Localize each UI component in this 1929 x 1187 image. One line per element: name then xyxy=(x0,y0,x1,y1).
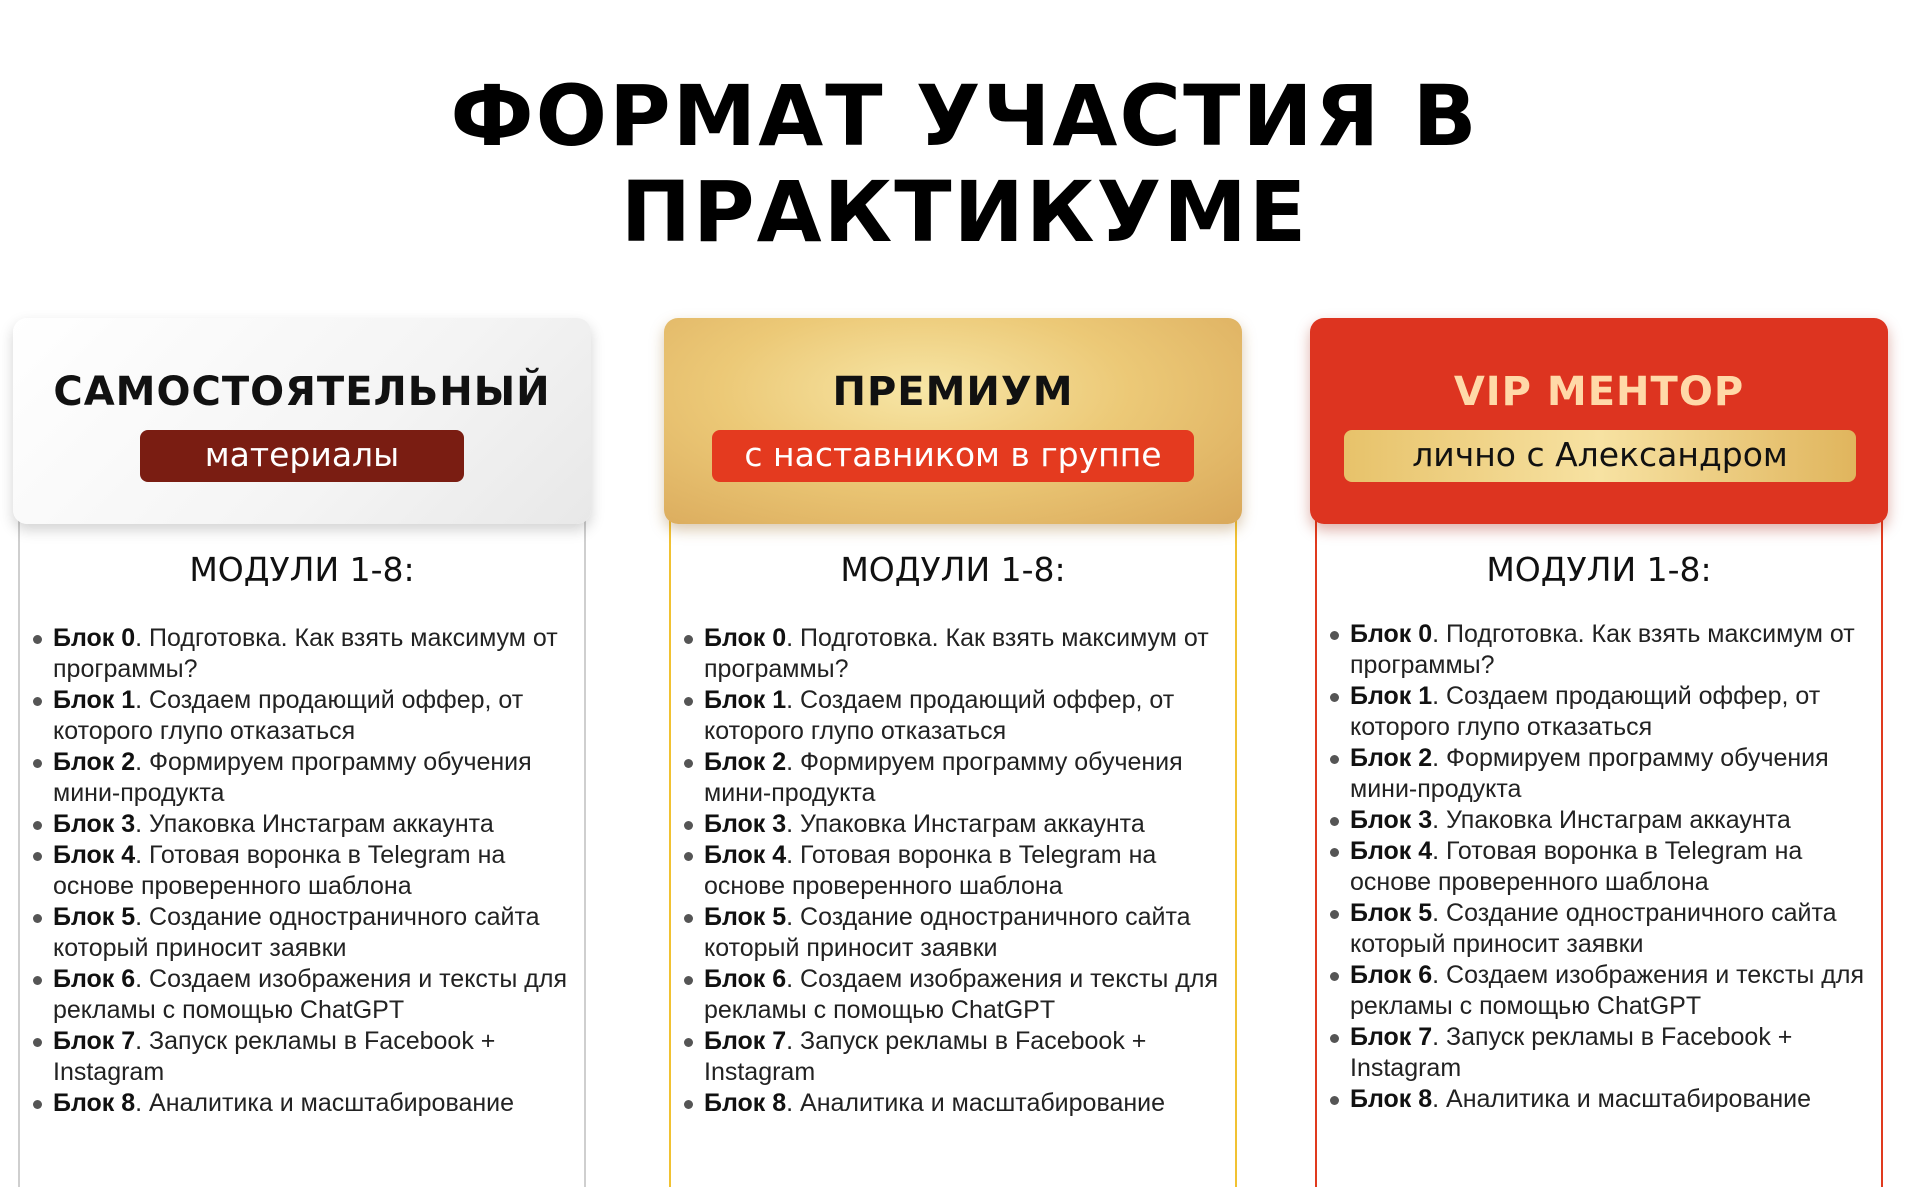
block-label: Блок 8 xyxy=(704,1089,787,1117)
block-label: Блок 5 xyxy=(1350,899,1433,927)
page-title-line-2: ПРАКТИКУМЕ xyxy=(620,163,1309,261)
block-text: . Запуск рекламы в Facebook + Instagram xyxy=(1350,1023,1793,1082)
list-item xyxy=(704,809,1234,840)
block-label: Блок 1 xyxy=(704,686,787,714)
modules-heading: МОДУЛИ 1-8: xyxy=(189,550,415,589)
block-text: . Формируем программу обучения мини-продукта xyxy=(53,748,532,807)
block-text: . Создаем изображения и тексты для рекламы с помощью ChatGPT xyxy=(1350,961,1865,1020)
block-text: . Упаковка Инстаграм аккаунта xyxy=(135,810,494,838)
list-item xyxy=(1350,805,1880,836)
plan-subtitle-badge: с наставником в группе xyxy=(712,430,1194,482)
block-label: Блок 7 xyxy=(704,1027,787,1055)
plan-name: САМОСТОЯТЕЛЬНЫЙ xyxy=(53,369,551,415)
blocks-list xyxy=(53,623,583,1119)
block-label: Блок 3 xyxy=(1350,806,1433,834)
block-text: . Подготовка. Как взять максимум от программы? xyxy=(1350,620,1855,679)
block-label: Блок 5 xyxy=(704,903,787,931)
block-label: Блок 4 xyxy=(53,841,136,869)
blocks-list xyxy=(704,623,1234,1119)
list-item xyxy=(704,685,1234,747)
block-text: . Аналитика и масштабирование xyxy=(1432,1085,1812,1113)
block-text: . Упаковка Инстаграм аккаунта xyxy=(1432,806,1791,834)
plan-card-vip xyxy=(1310,318,1888,1185)
block-label: Блок 0 xyxy=(704,624,787,652)
modules-heading: МОДУЛИ 1-8: xyxy=(1486,550,1712,589)
block-text: . Создаем продающий оффер, от которого глупо отказаться xyxy=(53,686,524,745)
block-text: . Создаем продающий оффер, от которого глупо отказаться xyxy=(1350,682,1821,741)
block-label: Блок 2 xyxy=(1350,744,1433,772)
block-label: Блок 4 xyxy=(1350,837,1433,865)
block-label: Блок 8 xyxy=(1350,1085,1433,1113)
list-item xyxy=(704,902,1234,964)
block-label: Блок 8 xyxy=(53,1089,136,1117)
block-label: Блок 4 xyxy=(704,841,787,869)
block-label: Блок 5 xyxy=(53,903,136,931)
plan-subtitle-badge: материалы xyxy=(140,430,464,482)
block-label: Блок 1 xyxy=(1350,682,1433,710)
list-item xyxy=(1350,1084,1880,1115)
list-item xyxy=(53,685,583,747)
block-label: Блок 2 xyxy=(53,748,136,776)
plan-subtitle-badge: лично с Александром xyxy=(1344,430,1856,482)
list-item xyxy=(53,840,583,902)
plan-card-header xyxy=(13,318,591,524)
list-item xyxy=(704,747,1234,809)
block-text: . Подготовка. Как взять максимум от программы? xyxy=(53,624,558,683)
list-item xyxy=(1350,836,1880,898)
block-text: . Готовая воронка в Telegram на основе проверенного шаблона xyxy=(1350,837,1803,896)
block-text: . Готовая воронка в Telegram на основе проверенного шаблона xyxy=(53,841,506,900)
block-label: Блок 6 xyxy=(1350,961,1433,989)
block-label: Блок 6 xyxy=(53,965,136,993)
block-text: . Создаем продающий оффер, от которого глупо отказаться xyxy=(704,686,1175,745)
modules-heading: МОДУЛИ 1-8: xyxy=(840,550,1066,589)
block-label: Блок 1 xyxy=(53,686,136,714)
block-label: Блок 3 xyxy=(53,810,136,838)
block-label: Блок 7 xyxy=(1350,1023,1433,1051)
list-item xyxy=(53,623,583,685)
block-text: . Аналитика и масштабирование xyxy=(786,1089,1166,1117)
block-label: Блок 0 xyxy=(1350,620,1433,648)
list-item xyxy=(1350,960,1880,1022)
block-text: . Создание одностраничного сайта который приносит заявки xyxy=(53,903,540,962)
list-item xyxy=(704,623,1234,685)
block-text: . Создание одностраничного сайта который приносит заявки xyxy=(704,903,1191,962)
list-item xyxy=(704,840,1234,902)
block-label: Блок 6 xyxy=(704,965,787,993)
plan-card-header xyxy=(1310,318,1888,524)
blocks-list xyxy=(1350,619,1880,1115)
plan-card-premium xyxy=(664,318,1242,1185)
block-text: . Подготовка. Как взять максимум от программы? xyxy=(704,624,1209,683)
block-text: . Создаем изображения и тексты для рекламы с помощью ChatGPT xyxy=(704,965,1219,1024)
list-item xyxy=(53,747,583,809)
block-text: . Создание одностраничного сайта который приносит заявки xyxy=(1350,899,1837,958)
block-text: . Формируем программу обучения мини-продукта xyxy=(1350,744,1829,803)
page-title xyxy=(0,68,1929,260)
plan-name: ПРЕМИУМ xyxy=(832,369,1074,415)
plan-name: VIP МЕНТОР xyxy=(1453,369,1745,415)
block-label: Блок 3 xyxy=(704,810,787,838)
block-text: . Запуск рекламы в Facebook + Instagram xyxy=(704,1027,1147,1086)
list-item xyxy=(53,1088,583,1119)
block-text: . Упаковка Инстаграм аккаунта xyxy=(786,810,1145,838)
list-item xyxy=(704,1088,1234,1119)
list-item xyxy=(704,1026,1234,1088)
list-item xyxy=(53,809,583,840)
list-item xyxy=(1350,743,1880,805)
list-item xyxy=(53,964,583,1026)
block-label: Блок 2 xyxy=(704,748,787,776)
block-text: . Готовая воронка в Telegram на основе проверенного шаблона xyxy=(704,841,1157,900)
block-label: Блок 7 xyxy=(53,1027,136,1055)
list-item xyxy=(1350,1022,1880,1084)
plan-card-self xyxy=(13,318,591,1185)
list-item xyxy=(1350,619,1880,681)
list-item xyxy=(53,902,583,964)
block-text: . Формируем программу обучения мини-продукта xyxy=(704,748,1183,807)
block-label: Блок 0 xyxy=(53,624,136,652)
list-item xyxy=(53,1026,583,1088)
block-text: . Запуск рекламы в Facebook + Instagram xyxy=(53,1027,496,1086)
page-title-line-1: ФОРМАТ УЧАСТИЯ В xyxy=(450,67,1479,165)
block-text: . Создаем изображения и тексты для рекламы с помощью ChatGPT xyxy=(53,965,568,1024)
list-item xyxy=(1350,681,1880,743)
block-text: . Аналитика и масштабирование xyxy=(135,1089,515,1117)
plan-card-header xyxy=(664,318,1242,524)
list-item xyxy=(1350,898,1880,960)
list-item xyxy=(704,964,1234,1026)
